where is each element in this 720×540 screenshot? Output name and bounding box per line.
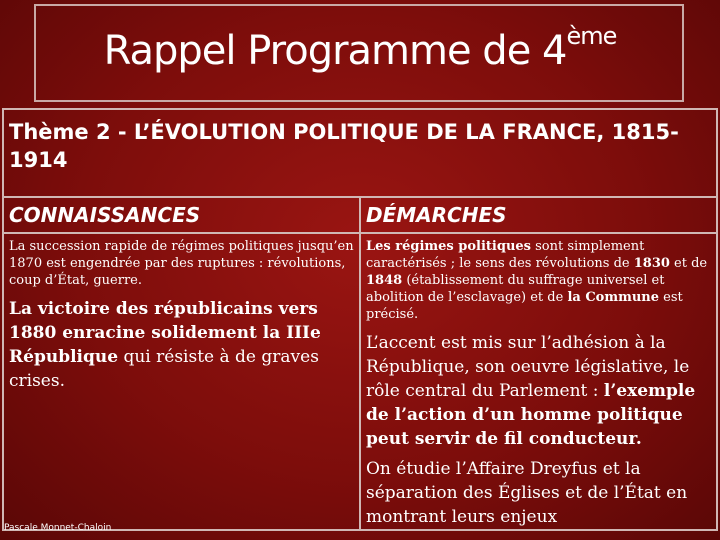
bold-commune: la Commune <box>567 290 660 305</box>
connaissances-cell <box>3 233 360 530</box>
slide-title <box>0 22 720 74</box>
bold-exemple: l’exemple de l’action d’un homme politique peut servir de fil conducteur. <box>366 381 696 449</box>
title-superscript: ème <box>566 22 617 50</box>
text-d: est précisé. <box>366 290 683 322</box>
demarches-paragraph-3: On étudie l’Affaire Dreyfus et la séparation des Églises et de l’État en montrant leurs enjeux <box>366 459 688 527</box>
theme-heading: Thème 2 - L’ÉVOLUTION POLITIQUE DE LA FRANCE, 1815-1914 <box>3 109 717 197</box>
demarches-paragraph-1 <box>366 238 711 323</box>
connaissances-paragraph-2 <box>9 297 354 393</box>
text-c: (établissement du suffrage universel et abolition de l’esclavage) et de <box>366 273 665 305</box>
text-p2: L’accent est mis sur l’adhésion à la République, son oeuvre législative, le rôle central du Parlement : <box>366 333 690 401</box>
connaissances-bold-text: La victoire des républicains vers 1880 enracine solidement la IIIe République <box>9 299 321 367</box>
text-b: et de <box>669 256 708 271</box>
title-text: Rappel Programme de 4 <box>103 28 567 74</box>
program-table <box>2 108 718 531</box>
header-demarches: DÉMARCHES <box>360 197 717 233</box>
text-a: sont simplement caractérisés ; le sens des révolutions de <box>366 239 645 271</box>
demarches-cell <box>360 233 717 530</box>
bold-1848: 1848 <box>366 273 403 288</box>
demarches-paragraph-2 <box>366 331 711 451</box>
bold-1830: 1830 <box>633 256 670 271</box>
header-connaissances: CONNAISSANCES <box>3 197 360 233</box>
connaissances-rest-text: qui résiste à de graves crises. <box>9 347 319 391</box>
connaissances-paragraph-1: La succession rapide de régimes politiques jusqu’en 1870 est engendrée par des ruptures : révolutions, coup d’État, guerre. <box>9 239 354 288</box>
bold-regimes: Les régimes politiques <box>366 239 531 254</box>
author-footer: Pascale Monnet-Chaloin <box>4 523 112 533</box>
